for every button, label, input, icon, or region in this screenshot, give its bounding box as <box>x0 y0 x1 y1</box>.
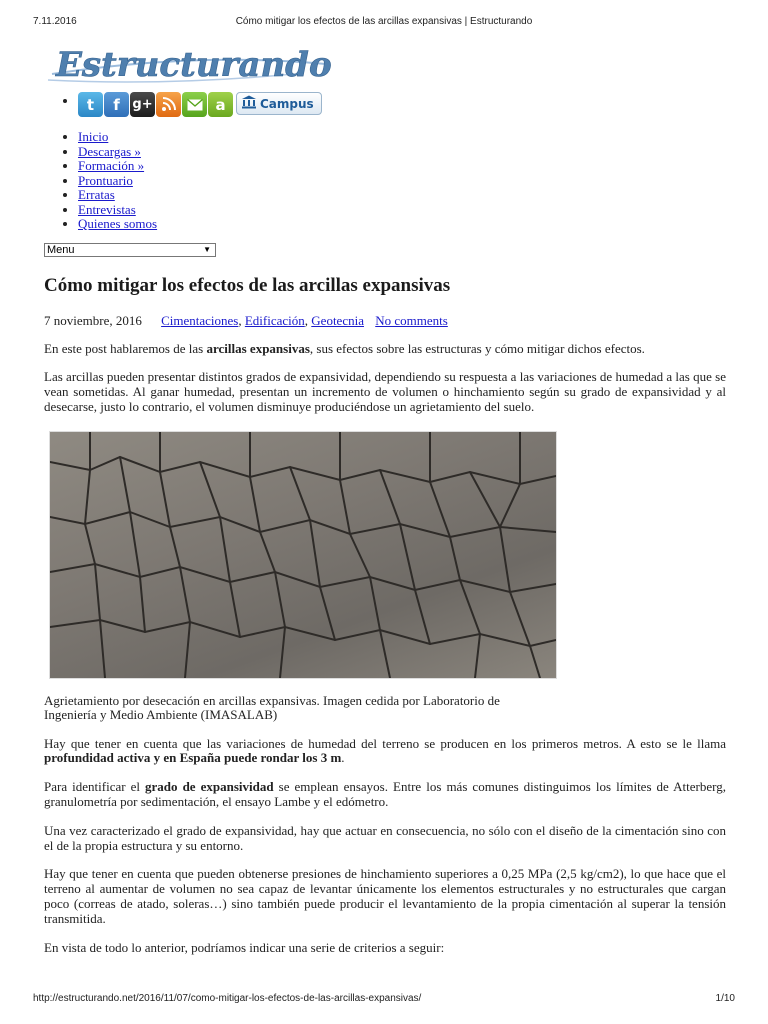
google-plus-icon[interactable]: g+ <box>130 92 155 117</box>
print-page-number: 1/10 <box>715 993 735 1004</box>
comments-link[interactable]: No comments <box>375 312 448 328</box>
intro-paragraph <box>44 342 726 357</box>
nav-item-inicio <box>78 130 726 145</box>
paragraph-expansividad: Las arcillas pueden presentar distintos grados de expansividad, dependiendo su respuesta a las variaciones de humedad a las que se vean sometidas. Al ganar humedad, presentan un incremento de volumen o hinchamiento según su grado de expansividad y al desecarse, justo lo contrario, el volumen disminuye produciéndose un agrietamiento del suelo. <box>44 369 726 414</box>
nav-item-descargas <box>78 145 726 160</box>
email-icon[interactable] <box>182 92 207 117</box>
post-title: Cómo mitigar los efectos de las arcillas expansivas <box>44 274 451 296</box>
paragraph-caracterizado: Una vez caracterizado el grado de expansividad, hay que actuar en consecuencia, no sólo con el diseño de la cimentación sino con el de la propia estructura y su entorno. <box>44 822 726 853</box>
cracked-clay-photo <box>49 431 557 679</box>
paragraph-presiones: Hay que tener en cuenta que pueden obtenerse presiones de hinchamiento superiores a 0,25 MPa (2,5 kg/cm2), lo que hace que el terreno al aumentar de volumen no sea capaz de levantar únicamente los elementos estructurales y no estructurales que cargan poco (correas de atado, soleras…) sino también puede producir el levantamiento de la propia cimentación al superar la tensión transmitida. <box>44 866 726 926</box>
category-link-edificacion[interactable]: Edificación <box>244 312 305 328</box>
paragraph-ensayos <box>44 780 726 810</box>
site-logo[interactable] <box>44 34 334 92</box>
menu-dropdown-value: Menu <box>47 243 75 256</box>
amazon-icon[interactable]: a <box>208 92 233 117</box>
logo-text: Estructurando <box>56 45 332 85</box>
nav-link-inicio[interactable]: Inicio <box>78 129 109 144</box>
menu-dropdown[interactable] <box>44 243 216 257</box>
campus-label: Campus <box>260 96 314 111</box>
social-icons-row <box>78 92 322 117</box>
logo-graphic <box>44 34 334 92</box>
profundidad-text-b: . <box>341 750 345 766</box>
nav-item-quienes-somos <box>78 217 726 232</box>
intro-text-a: En este post hablaremos de las <box>44 340 207 356</box>
print-url: http://estructurando.net/2016/11/07/como-mitigar-los-efectos-de-las-arcillas-expansivas/ <box>33 993 422 1004</box>
paragraph-criterios: En vista de todo lo anterior, podríamos indicar una serie de criterios a seguir: <box>44 939 445 955</box>
ensayos-bold: grado de expansividad <box>145 779 274 795</box>
post-date: 7 noviembre, 2016 <box>44 312 142 328</box>
campus-building-icon <box>241 95 257 112</box>
intro-text-b: , sus efectos sobre las estructuras y cómo mitigar dichos efectos. <box>309 340 645 356</box>
print-date: 7.11.2016 <box>33 16 77 27</box>
profundidad-bold: profundidad activa y en España puede rondar los 3 m <box>44 750 342 766</box>
twitter-icon[interactable]: • t <box>78 92 103 117</box>
facebook-icon[interactable]: f <box>104 92 129 117</box>
post-meta: 7 noviembre, 2016 Cimentaciones, Edificación, Geotecnia No comments <box>44 312 448 328</box>
profundidad-text-a: Hay que tener en cuenta que las variaciones de humedad del terreno se producen en los primeros metros. A esto se le llama <box>44 735 726 751</box>
category-link-cimentaciones[interactable]: Cimentaciones <box>161 312 239 328</box>
nav-link-erratas[interactable]: Erratas <box>78 187 115 202</box>
paragraph-profundidad <box>44 737 726 767</box>
social-links <box>44 92 726 126</box>
dropdown-arrow-icon: ▼ <box>203 244 211 254</box>
intro-bold: arcillas expansivas <box>206 340 310 356</box>
main-nav <box>44 130 726 232</box>
nav-link-entrevistas[interactable]: Entrevistas <box>78 201 136 217</box>
ensayos-text-a: Para identificar el <box>44 779 146 795</box>
ensayos-text-b: se emplean ensayos. Entre los más comunes distinguimos los límites de Atterberg, granulometría por sedimentación, el ensayo Lambe y el edómetro. <box>44 779 726 810</box>
nav-item-prontuario <box>78 174 726 189</box>
nav-link-quienes-somos[interactable]: Quienes somos <box>78 216 158 231</box>
cracked-clay-image <box>50 432 556 678</box>
photo-caption: Agrietamiento por desecación en arcillas expansivas. Imagen cedida por Laboratorio de Ingeniería y Medio Ambiente (IMASALAB) <box>44 692 500 723</box>
print-page-title: Cómo mitigar los efectos de las arcillas expansivas | Estructurando <box>235 16 533 27</box>
nav-item-entrevistas <box>78 203 726 218</box>
nav-item-formacion <box>78 159 726 174</box>
nav-link-descargas[interactable]: Descargas » <box>78 143 141 159</box>
nav-link-prontuario[interactable]: Prontuario <box>78 172 133 188</box>
category-link-geotecnia[interactable]: Geotecnia <box>311 312 364 328</box>
nav-link-formacion[interactable]: Formación » <box>78 158 145 173</box>
social-list-item <box>78 92 726 126</box>
rss-icon[interactable] <box>156 92 181 117</box>
nav-item-erratas <box>78 188 726 203</box>
campus-button[interactable] <box>236 92 322 115</box>
page-content <box>44 34 726 955</box>
